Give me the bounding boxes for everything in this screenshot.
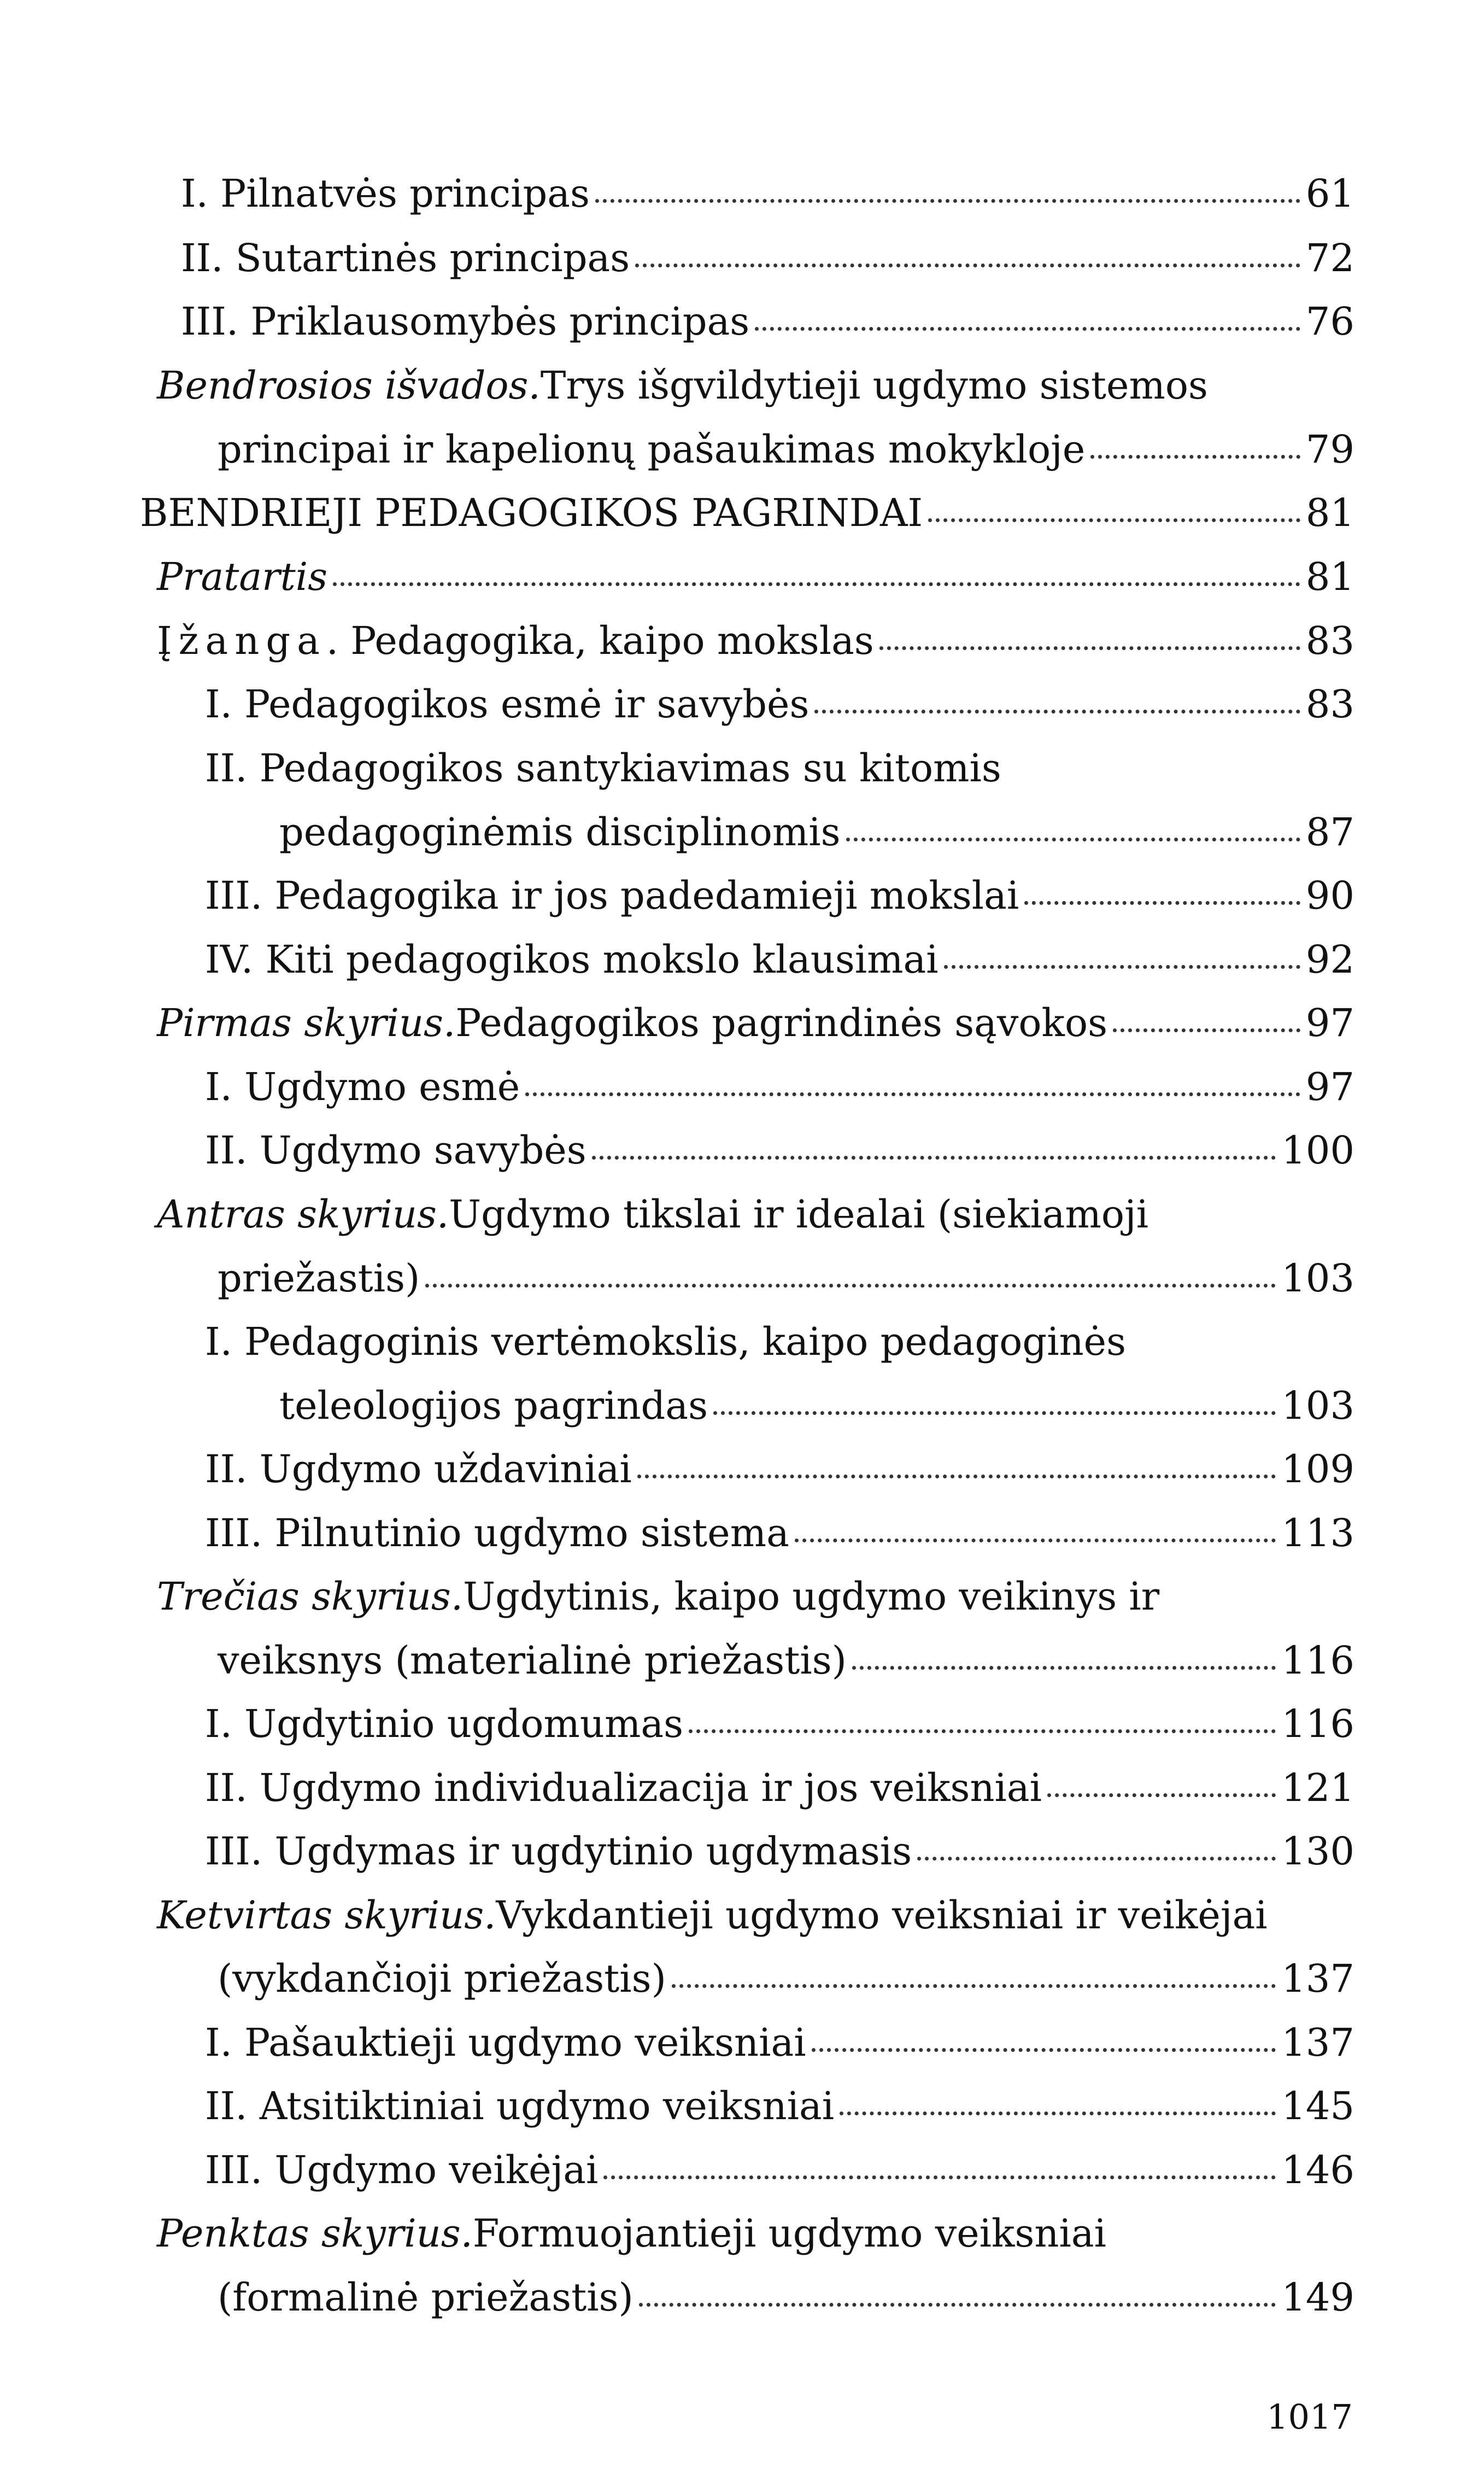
toc-entry-title: Ugdymo tikslai ir idealai (siekiamoji (449, 1192, 1149, 1237)
toc-entry-page: 72 (1305, 236, 1354, 280)
toc-entry-first-line (205, 1319, 1354, 1383)
toc-entry-title: I. Ugdytinio ugdomumas (205, 1701, 684, 1746)
toc-entry-title: . Pedagogika, kaipo mokslas (326, 618, 874, 663)
toc-entry-title: I. Pašauktieji ugdymo veiksniai (205, 2020, 806, 2065)
toc-entry (205, 2084, 1354, 2147)
toc-entry-page: 92 (1305, 937, 1354, 982)
toc-entry-title: Trys išgvildytieji ugdymo sistemos (540, 363, 1208, 408)
toc-entry (205, 1447, 1354, 1510)
dot-leader (1113, 1028, 1300, 1032)
dot-leader (525, 1092, 1300, 1096)
toc-entry-title: I. Pedagoginis vertėmokslis, kaipo pedagoginės (205, 1319, 1127, 1364)
toc-entry-title: I. Pilnatvės principas (181, 171, 590, 216)
toc-entry-page: 137 (1281, 1956, 1354, 2001)
toc-entry (181, 236, 1354, 299)
toc-entry-title: II. Pedagogikos santykiavimas su kitomis (205, 746, 1001, 791)
toc-entry-title: Vykdantieji ugdymo veiksniai ir veikėjai (496, 1893, 1268, 1938)
toc-section-title: BENDRIEJI PEDAGOGIKOS PAGRINDAI (140, 490, 923, 535)
toc-entry-title-continued: teleologijos pagrindas (279, 1383, 708, 1428)
toc-entry-title-continued: pedagoginėmis disciplinomis (279, 810, 841, 855)
toc-entry-page: 137 (1281, 2020, 1354, 2065)
toc-section-heading (140, 490, 1354, 554)
toc-entry-title-continued: priežastis) (218, 1256, 420, 1301)
toc-entry-title: Formuojantieji ugdymo veiksniai (472, 2211, 1106, 2256)
toc-entry-page: 97 (1305, 1001, 1354, 1045)
toc-entry-first-line (157, 1893, 1354, 1956)
toc-entry-title-continued: principai ir kapelionų pašaukimas mokykloje (218, 427, 1086, 472)
page-number: 1017 (1266, 2397, 1353, 2437)
toc-entry-continued (218, 1256, 1354, 1319)
toc-entry-first-line (157, 2211, 1354, 2274)
toc-entry (205, 1511, 1354, 1574)
dot-leader (637, 1475, 1276, 1478)
toc-entry-title: I. Ugdymo esmė (205, 1064, 520, 1109)
toc-entry-first-line (157, 363, 1354, 426)
dot-leader (1090, 455, 1300, 459)
toc-entry-chapter-label: Trečias skyrius. (157, 1574, 464, 1619)
toc-entry-page: 87 (1305, 810, 1354, 855)
dot-leader (852, 1666, 1276, 1670)
toc-entry (181, 299, 1354, 362)
toc-entry-continued (279, 810, 1354, 873)
toc-entry-title: II. Atsitiktiniai ugdymo veiksniai (205, 2084, 835, 2128)
dot-leader (814, 710, 1300, 713)
toc-entry-page: 61 (1305, 171, 1354, 216)
toc-entry (205, 1128, 1354, 1191)
toc-entry-page: 97 (1305, 1064, 1354, 1109)
toc-entry (205, 1765, 1354, 1829)
toc-entry-title: Pedagogikos pagrindinės sąvokos (455, 1001, 1108, 1045)
dot-leader (917, 1857, 1276, 1861)
toc-entry (205, 1701, 1354, 1765)
dot-leader (595, 199, 1300, 203)
toc-entry-chapter-label: Pirmas skyrius. (157, 1001, 456, 1045)
toc-entry-title: I. Pedagogikos esmė ir savybės (205, 682, 810, 727)
toc-entry-page: 76 (1305, 299, 1354, 344)
toc-entry (205, 682, 1354, 745)
toc-entry-page: 121 (1281, 1765, 1354, 1810)
dot-leader (795, 1539, 1276, 1542)
toc-entry (205, 937, 1354, 1001)
dot-leader (672, 1984, 1276, 1988)
toc-entry-page: 113 (1281, 1511, 1354, 1555)
toc-entry-continued (218, 2275, 1354, 2338)
toc-entry-page: 79 (1305, 427, 1354, 472)
dot-leader (1024, 901, 1300, 905)
toc-entry-chapter-label: Penktas skyrius. (157, 2211, 473, 2256)
toc-entry (205, 873, 1354, 937)
toc-entry-chapter-label: Antras skyrius. (157, 1192, 449, 1237)
toc-entry-title: Pratartis (157, 554, 328, 599)
dot-leader (846, 838, 1300, 841)
toc-entry-first-line (205, 746, 1354, 809)
dot-leader (944, 965, 1300, 969)
toc-entry-page: 149 (1281, 2275, 1354, 2320)
toc-entry (181, 171, 1354, 235)
dot-leader (639, 2303, 1276, 2307)
toc-entry-title: III. Ugdymas ir ugdytinio ugdymasis (205, 1829, 912, 1874)
toc-entry-first-line (157, 1192, 1354, 1255)
toc-entry-title: II. Ugdymo uždaviniai (205, 1447, 632, 1491)
toc-entry-title-continued: (formalinė priežastis) (218, 2275, 634, 2320)
toc-entry-continued (218, 1638, 1354, 1701)
toc-entry-page: 81 (1305, 490, 1354, 535)
dot-leader (840, 2111, 1276, 2115)
toc-entry (205, 2148, 1354, 2211)
toc-entry-page: 100 (1281, 1128, 1354, 1173)
toc-entry-title: Ugdytinis, kaipo ugdymo veikinys ir (463, 1574, 1160, 1619)
toc-entry-page: 109 (1281, 1447, 1354, 1491)
toc-entry-page: 116 (1281, 1701, 1354, 1746)
toc-entry-spaced-label: Įžanga (157, 618, 326, 663)
toc-entry-page: 83 (1305, 682, 1354, 727)
toc-entry-continued (218, 427, 1354, 490)
toc-entry-title: III. Pedagogika ir jos padedamieji mokslai (205, 873, 1019, 918)
dot-leader (879, 646, 1300, 650)
dot-leader (592, 1156, 1276, 1160)
toc-entry-page: 90 (1305, 873, 1354, 918)
toc-entry (157, 554, 1354, 618)
toc-entry-title: II. Ugdymo individualizacija ir jos veiksniai (205, 1765, 1042, 1810)
toc-entry-title-continued: (vykdančioji priežastis) (218, 1956, 666, 2001)
dot-leader (928, 518, 1300, 522)
toc-entry-title: II. Ugdymo savybės (205, 1128, 586, 1173)
toc-entry (205, 1829, 1354, 1892)
toc-entry-page: 103 (1281, 1383, 1354, 1428)
toc-entry (205, 1064, 1354, 1128)
toc-entry (157, 618, 1354, 682)
toc-entry-first-line (157, 1574, 1354, 1637)
dot-leader (603, 2175, 1276, 2179)
toc-entry-title: II. Sutartinės principas (181, 236, 630, 280)
toc-entry-title: III. Priklausomybės principas (181, 299, 750, 344)
dot-leader (713, 1411, 1276, 1415)
toc-entry-continued (279, 1383, 1354, 1447)
dot-leader (635, 264, 1300, 267)
toc-entry-page: 81 (1305, 554, 1354, 599)
toc-entry (205, 2020, 1354, 2084)
toc-entry-page: 145 (1281, 2084, 1354, 2128)
toc-entry-page: 146 (1281, 2148, 1354, 2192)
toc-entry-title: III. Ugdymo veikėjai (205, 2148, 599, 2192)
toc-entry-page: 116 (1281, 1638, 1354, 1683)
dot-leader (755, 327, 1300, 331)
toc-entry-page: 83 (1305, 618, 1354, 663)
dot-leader (689, 1729, 1276, 1733)
toc-entry-page: 103 (1281, 1256, 1354, 1301)
toc-entry-title: III. Pilnutinio ugdymo sistema (205, 1511, 789, 1555)
toc-entry (157, 1001, 1354, 1064)
toc-entry-page: 130 (1281, 1829, 1354, 1874)
dot-leader (1047, 1793, 1276, 1797)
toc-entry-chapter-label: Ketvirtas skyrius. (157, 1893, 496, 1938)
dot-leader (425, 1284, 1276, 1288)
toc-entry-title-continued: veiksnys (materialinė priežastis) (218, 1638, 847, 1683)
toc-entry-chapter-label: Bendrosios išvados. (157, 363, 541, 408)
toc-entry-continued (218, 1956, 1354, 2020)
dot-leader (812, 2048, 1276, 2052)
dot-leader (333, 582, 1300, 586)
toc-entry-title: IV. Kiti pedagogikos mokslo klausimai (205, 937, 939, 982)
